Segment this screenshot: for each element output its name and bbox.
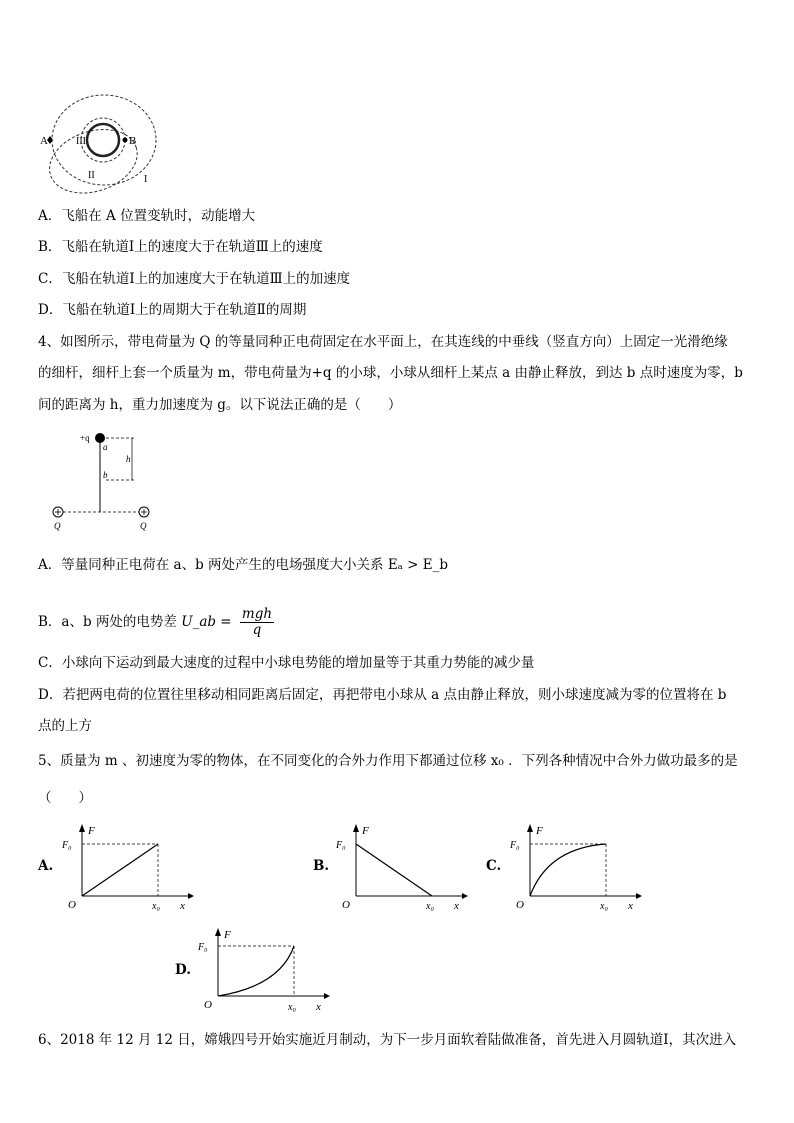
q6-stem-line1: 6、2018 年 12 月 12 日，嫦娥四号开始实施近月制动，为下一步月面软着陆做准备，首先进入月圆轨道Ⅰ，其次进入: [38, 1032, 737, 1048]
ship-at-B: [123, 138, 128, 143]
q4-stem-line3: 间的距离为 h，重力加速度为 g。以下说法正确的是（ ）: [38, 397, 402, 413]
svg-text:F: F: [536, 825, 543, 837]
curve-d: [218, 946, 294, 996]
orbit-II: [41, 119, 148, 194]
svg-text:F₀: F₀: [62, 840, 72, 851]
orbit-figure: [40, 94, 170, 194]
label-h: h: [126, 454, 131, 464]
svg-text:x₀: x₀: [288, 1002, 296, 1013]
q4-option-b: [38, 607, 274, 638]
label-a: a: [103, 442, 108, 452]
curve-a: [82, 844, 158, 896]
svg-text:O: O: [204, 999, 212, 1011]
label-b: b: [103, 470, 108, 480]
graph-c-label: C.: [486, 858, 502, 874]
label-II: II: [88, 170, 95, 181]
q4-option-a: A．等量同种正电荷在 a、b 两处产生的电场强度大小关系 Eₐ > E_b: [38, 557, 449, 573]
graph-d-label: D.: [175, 962, 191, 978]
svg-text:O: O: [68, 899, 76, 911]
q5-stem-line1: 5、质量为 m 、初速度为零的物体，在不同变化的合外力作用下都通过位移 x₀ ．下列各种情况中合外力做功最多的是: [38, 753, 738, 769]
label-I: I: [144, 174, 148, 185]
graph-a: [60, 820, 200, 912]
q4-option-d-line2: 点的上方: [38, 718, 92, 734]
svg-text:F: F: [362, 825, 369, 837]
label-B: B: [129, 135, 137, 147]
svg-text:x: x: [316, 1001, 321, 1013]
graph-b: [334, 820, 474, 912]
svg-text:F₀: F₀: [198, 942, 208, 953]
fraction-denominator: q: [252, 622, 262, 638]
q4-figure: [36, 428, 176, 536]
fraction-numerator: mgh: [241, 606, 273, 622]
q4-option-c: C．小球向下运动到最大速度的过程中小球电势能的增加量等于其重力势能的减少量: [38, 655, 535, 671]
graph-d: [196, 924, 336, 1016]
q3-option-d: D．飞船在轨道Ⅰ上的周期大于在轨道Ⅱ的周期: [38, 302, 307, 318]
graph-b-label: B.: [313, 858, 330, 874]
curve-c: [530, 844, 606, 896]
svg-text:F: F: [224, 929, 231, 941]
svg-text:x₀: x₀: [152, 901, 160, 912]
q4-stem-line1: 4、如图所示，带电荷量为 Q 的等量同种正电荷固定在水平面上，在其连线的中垂线（竖直方向）上固定一光滑绝缘: [38, 334, 728, 350]
q4-option-b-lhs: U_ab =: [181, 614, 232, 630]
q3-option-b: B．飞船在轨道Ⅰ上的速度大于在轨道Ⅲ上的速度: [38, 239, 323, 255]
svg-text:F₀: F₀: [336, 840, 346, 851]
q3-option-a: A．飞船在 A 位置变轨时，动能增大: [38, 208, 256, 224]
q5-stem-line2: （ ）: [38, 790, 92, 806]
svg-text:x: x: [454, 900, 459, 912]
graph-a-label: A.: [38, 858, 54, 874]
q3-option-c: C．飞船在轨道Ⅰ上的加速度大于在轨道Ⅲ上的加速度: [38, 271, 351, 287]
label-Q-left: Q: [54, 521, 61, 531]
label-plus-q: +q: [80, 433, 90, 443]
svg-text:x₀: x₀: [426, 901, 434, 912]
q4-option-b-fraction: [240, 607, 274, 638]
graph-c: [508, 820, 648, 912]
label-Q-right: Q: [140, 521, 147, 531]
svg-text:O: O: [516, 899, 524, 911]
moon-circle: [87, 124, 119, 156]
q4-stem-line2: 的细杆，细杆上套一个质量为 m，带电荷量为+q 的小球，小球从细杆上某点 a 由静止释放，到达 b 点时速度为零，b: [38, 365, 743, 381]
svg-text:F₀: F₀: [510, 840, 520, 851]
q4-option-b-prefix: B．a、b 两处的电势差: [38, 614, 177, 630]
q4-option-d-line1: D．若把两电荷的位置往里移动相同距离后固定，再把带电小球从 a 点由静止释放，则小球速度减为零的位置将在 b: [38, 687, 727, 703]
svg-text:F: F: [88, 825, 95, 837]
svg-text:O: O: [342, 899, 350, 911]
curve-b: [356, 844, 432, 896]
orbit-I: [52, 95, 156, 185]
label-A: A: [40, 135, 48, 147]
svg-text:x₀: x₀: [600, 901, 608, 912]
svg-text:x: x: [628, 900, 633, 912]
svg-text:x: x: [180, 900, 185, 912]
label-III: III: [76, 136, 86, 147]
